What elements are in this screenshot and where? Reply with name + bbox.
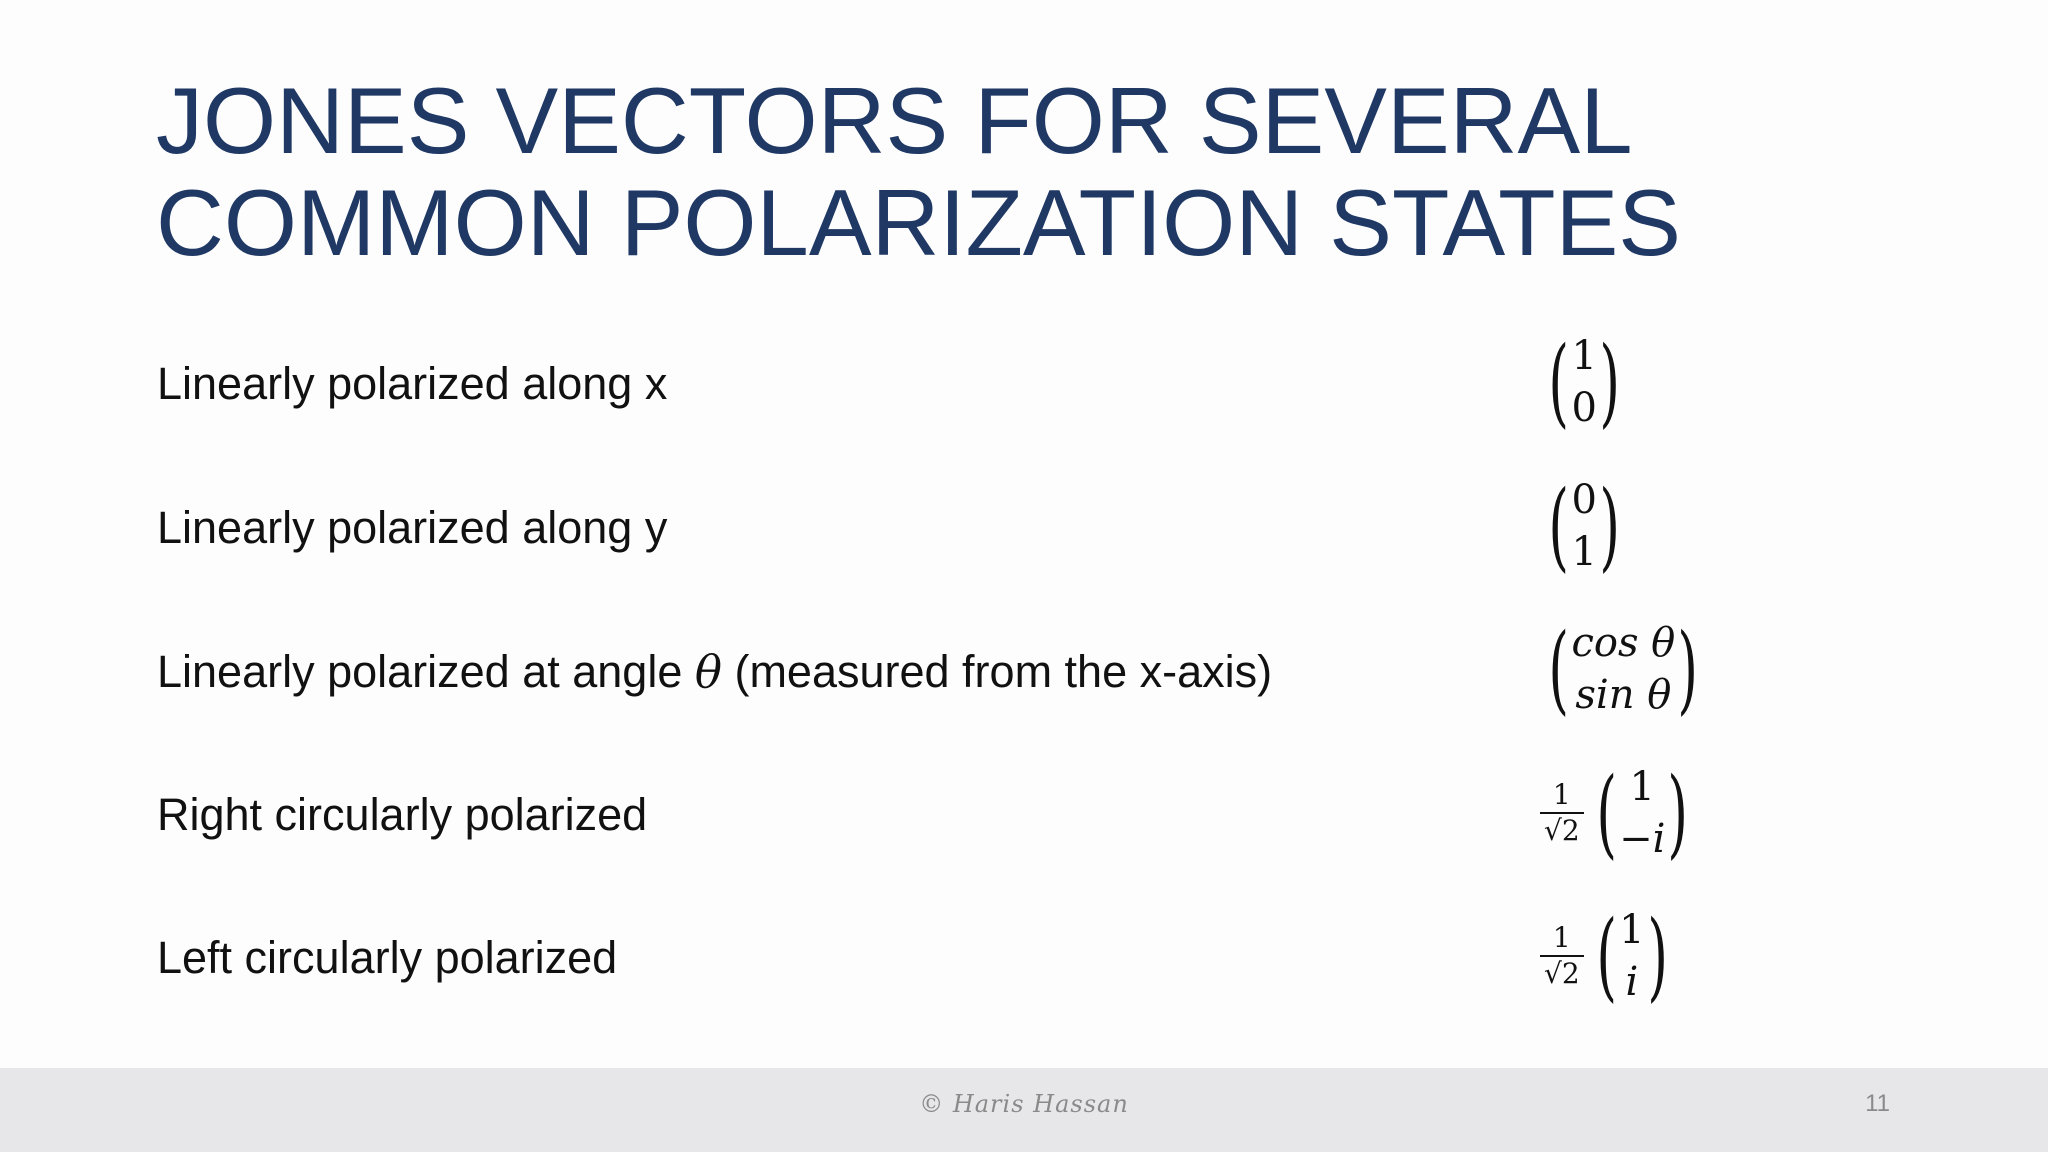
right-paren: ) bbox=[1667, 757, 1689, 869]
row-label: Right circularly polarized bbox=[157, 789, 648, 840]
row-label bbox=[157, 645, 1272, 698]
vector-bottom: 1 bbox=[1571, 529, 1597, 575]
footer-credit: © Haris Hassan bbox=[919, 1090, 1129, 1118]
row-label-text-after: (measured from the x-axis) bbox=[721, 646, 1273, 697]
row-label-text: Linearly polarized at angle bbox=[157, 646, 695, 697]
fraction-denominator: √2 bbox=[1540, 955, 1584, 991]
left-paren: ( bbox=[1548, 470, 1570, 582]
vector-entries bbox=[1619, 761, 1665, 865]
polarization-row-left-circular bbox=[0, 900, 2048, 1014]
row-label: Left circularly polarized bbox=[157, 932, 618, 983]
fraction-numerator: 1 bbox=[1552, 778, 1571, 811]
slide-title bbox=[156, 70, 1756, 274]
jones-vector bbox=[1540, 757, 1697, 869]
jones-vector bbox=[1540, 326, 1628, 438]
page-number: 11 bbox=[1865, 1090, 1890, 1117]
vector-entries bbox=[1571, 617, 1675, 721]
vector-bottom: −i bbox=[1619, 816, 1666, 862]
row-label: Linearly polarized along y bbox=[157, 502, 668, 553]
vector-bottom: i bbox=[1625, 959, 1639, 1005]
vector-top: cos θ bbox=[1571, 620, 1676, 666]
right-paren: ) bbox=[1599, 470, 1620, 582]
jones-vector bbox=[1540, 613, 1707, 725]
vector-bottom: sin θ bbox=[1575, 672, 1672, 718]
left-paren: ( bbox=[1548, 613, 1570, 725]
vector-top: 1 bbox=[1571, 333, 1597, 379]
vector-top: 1 bbox=[1629, 764, 1655, 810]
slide-footer bbox=[0, 1068, 2048, 1152]
vector-bottom: 0 bbox=[1571, 385, 1597, 431]
theta-symbol: θ bbox=[694, 645, 722, 698]
title-line-2: COMMON POLARIZATION STATES bbox=[156, 170, 1681, 275]
polarization-row-y bbox=[0, 470, 2048, 584]
polarization-row-x bbox=[0, 326, 2048, 440]
right-paren: ) bbox=[1646, 900, 1668, 1012]
normalization-fraction bbox=[1540, 778, 1584, 848]
fraction-denominator: √2 bbox=[1540, 812, 1584, 848]
polarization-row-angle bbox=[0, 613, 2048, 727]
vector-top: 0 bbox=[1571, 477, 1597, 523]
right-paren: ) bbox=[1677, 613, 1699, 725]
normalization-fraction bbox=[1540, 921, 1584, 991]
vector-entries bbox=[1571, 474, 1596, 578]
left-paren: ( bbox=[1548, 326, 1570, 438]
title-line-1: JONES VECTORS FOR SEVERAL bbox=[156, 68, 1633, 173]
polarization-row-right-circular bbox=[0, 757, 2048, 871]
right-paren: ) bbox=[1599, 326, 1620, 438]
vector-entries bbox=[1619, 904, 1644, 1008]
left-paren: ( bbox=[1596, 757, 1617, 869]
left-paren: ( bbox=[1596, 900, 1617, 1012]
fraction-numerator: 1 bbox=[1552, 921, 1571, 954]
vector-top: 1 bbox=[1619, 907, 1645, 953]
vector-entries bbox=[1571, 330, 1596, 434]
jones-vector bbox=[1540, 470, 1628, 582]
jones-vector bbox=[1540, 900, 1676, 1012]
row-label: Linearly polarized along x bbox=[157, 358, 668, 409]
